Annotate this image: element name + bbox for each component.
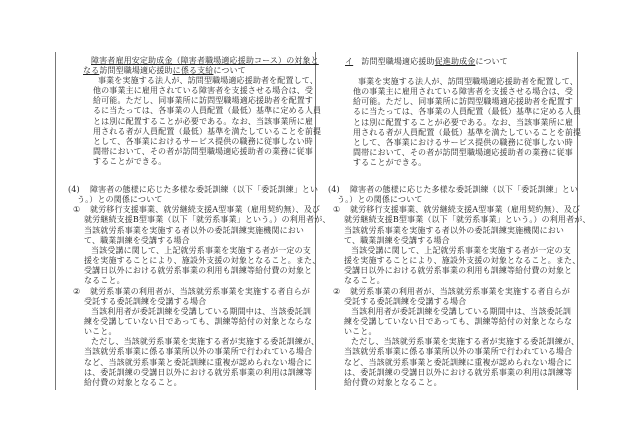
left-section-line: は、委託訓練の受講日以外における就労系事業の利用は訓練等 <box>84 367 313 377</box>
left-section-line: 受託する委託訓練を受講する場合 <box>84 296 207 306</box>
heading-segment: 訪問型職場適応援助 <box>353 57 435 66</box>
right-body-line: 他の事業主に雇用されている障害者を支援させる場合は、受 <box>353 87 574 97</box>
right-section-line: いこと。 <box>344 327 377 337</box>
left-section-line: 就労系事業の利用者が、当該就労系事業を実施する者自らが <box>90 286 311 296</box>
right-section-line: ただし、当該就労系事業を実施する者が実施する委託訓練が、 <box>351 337 580 347</box>
left-section-line: て、職業訓練を受講する場合 <box>84 235 190 245</box>
left-column-border <box>55 52 56 390</box>
left-section-line: 当該就労系事業を実施する者以外の委託訓練実施機関におい <box>84 225 305 235</box>
right-section-line: なること。 <box>344 276 385 286</box>
left-body-line: 事業を実施する法人が、訪問型職場適応援助者を配置して、 <box>98 76 318 85</box>
right-section-line: 受託する委託訓練を受講する場合 <box>344 296 467 306</box>
right-section-marker: (4) <box>328 185 340 194</box>
left-section-line: 練を受講していない日であっても、訓練等給付の対象とならな <box>84 316 313 326</box>
left-body-line: 他の事業主に雇用されている障害者を支援させる場合は、受 <box>93 86 314 96</box>
right-body-line: とは別に配置することが必要である。なお、当該事業所に雇 <box>353 117 574 127</box>
left-section-line: 当該受講に関して、上記就労系事業を実施する者が一定の支 <box>91 245 311 255</box>
right-body-line: 給可能。ただし、同事業所に訪問型職場適応援助者を配置す <box>353 97 574 107</box>
left-section-line: 障害者の態様に応じた多様な委託訓練（以下「委託訓練」とい <box>90 185 319 194</box>
right-section-line: 障害者の態様に応じた多様な委託訓練（以下「委託訓練」とい <box>350 185 579 194</box>
left-body-line: することができる。 <box>93 157 167 167</box>
right-section-line: 当該就労系事業を実施する者以外の委託訓練実施機関におい <box>344 225 565 235</box>
right-section-line: 当該受講に関して、上記就労系事業を実施する者が一定の支 <box>351 245 571 255</box>
right-section-line: 就労系事業の利用者が、当該就労系事業を実施する者自らが <box>350 286 571 296</box>
left-section-line: ただし、当該就労系事業を実施する者が実施する委託訓練が、 <box>91 337 320 347</box>
left-heading-line <box>91 56 319 66</box>
left-body-line: 給可能。ただし、同事業所に訪問型職場適応援助者を配置す <box>93 96 314 106</box>
left-section-line: 受講日以外における就労系事業の利用も訓練等給付費の対象と <box>84 266 313 276</box>
heading-segment: なる <box>83 66 100 75</box>
right-section-line: 受講日以外における就労系事業の利用も訓練等給付費の対象と <box>344 266 573 276</box>
right-section-line: 援を実施することにより、施設外支援の対象となること。また、 <box>344 256 581 266</box>
left-body-line: 用される者が人員配置（最低）基準を満たしていることを前提 <box>93 126 322 136</box>
right-body-line: として、各事業におけるサービス提供の職務に従事しない時 <box>353 137 573 147</box>
right-section-line: など、当該就労系事業と委託訓練に重複が認められない場合に <box>344 357 573 367</box>
left-section-line: 当該利用者が委託訓練を受講している期間中は、当該委託訓 <box>91 306 312 316</box>
heading-segment: 訪問型職場適応援助 <box>99 66 173 75</box>
right-section-line: 就労移行支援事業、就労継続支援A型事業（雇用契約無）、及び <box>350 205 581 215</box>
left-section-marker: (4) <box>68 185 80 194</box>
right-body-line: することができる。 <box>353 158 427 168</box>
right-heading-line <box>345 57 508 67</box>
right-section-line: て、職業訓練を受講する場合 <box>344 235 450 245</box>
heading-segment: イ <box>345 57 354 66</box>
right-body-line: 間帯において、その者が訪問型職場適応援助者の業務に従事 <box>353 148 573 158</box>
left-body-line: とは別に配置することが必要である。なお、当該事業所に雇 <box>93 116 314 126</box>
right-section-line: う。）との関係について <box>337 195 423 205</box>
left-section-line: 当該就労系事業に係る事業所以外の事業所で行われている場合 <box>84 347 313 357</box>
heading-segment: について <box>213 66 246 75</box>
left-section-marker: ② <box>73 286 81 296</box>
left-body-line: 間帯において、その者が訪問型職場適応援助者の業務に従事 <box>93 147 313 157</box>
right-section-line: は、委託訓練の受講日以外における就労系事業の利用は訓練等 <box>344 367 573 377</box>
left-section-line: 援を実施することにより、施設外支援の対象となること。また、 <box>84 256 321 266</box>
right-body-line: るに当たっては、各事業の人員配置（最低）基準に定める人員 <box>353 107 582 117</box>
left-section-line: 就労移行支援事業、就労継続支援A型事業（雇用契約無）、及び <box>90 205 321 215</box>
right-body-line: 事業を実施する法人が、訪問型職場適応援助者を配置して、 <box>358 77 578 86</box>
right-section-line: 練を受講していない日であっても、訓練等給付の対象とならな <box>344 316 573 326</box>
heading-segment: 促進助成金 <box>434 57 476 66</box>
left-section-line: など、当該就労系事業と委託訓練に重複が認められない場合に <box>84 357 313 367</box>
right-section-line: 当該就労系事業に係る事業所以外の事業所で行われている場合 <box>344 347 573 357</box>
right-body-line: 用される者が人員配置（最低）基準を満たしていることを前提 <box>353 127 582 137</box>
heading-segment: に係る支給 <box>172 66 214 75</box>
left-section-line: なること。 <box>84 276 125 286</box>
right-section-marker: ② <box>333 286 341 296</box>
left-body-line: として、各事業におけるサービス提供の職務に従事しない時 <box>93 136 313 146</box>
left-section-line: 給付費の対象となること。 <box>84 377 182 387</box>
left-body-line: るに当たっては、各事業の人員配置（最低）基準に定める人員 <box>93 106 322 116</box>
right-section-line: 就労継続支援B型事業（以下「就労系事業」という。）の利用者が、 <box>344 215 591 225</box>
left-section-marker: ① <box>73 205 81 215</box>
left-section-line: いこと。 <box>84 327 117 337</box>
left-section-line: う。）との関係について <box>77 195 163 205</box>
right-section-marker: ① <box>333 205 341 215</box>
left-heading-line <box>83 66 246 76</box>
heading-segment: 障害者雇用安定助成金（障害者職場適応援助コース）の対象と <box>91 56 319 65</box>
right-section-line: 給付費の対象となること。 <box>344 377 442 387</box>
right-section-line: 当該利用者が委託訓練を受講している期間中は、当該委託訓 <box>351 306 572 316</box>
left-section-line: 就労継続支援B型事業（以下「就労系事業」という。）の利用者が、 <box>84 215 331 225</box>
heading-segment: について <box>475 57 508 66</box>
